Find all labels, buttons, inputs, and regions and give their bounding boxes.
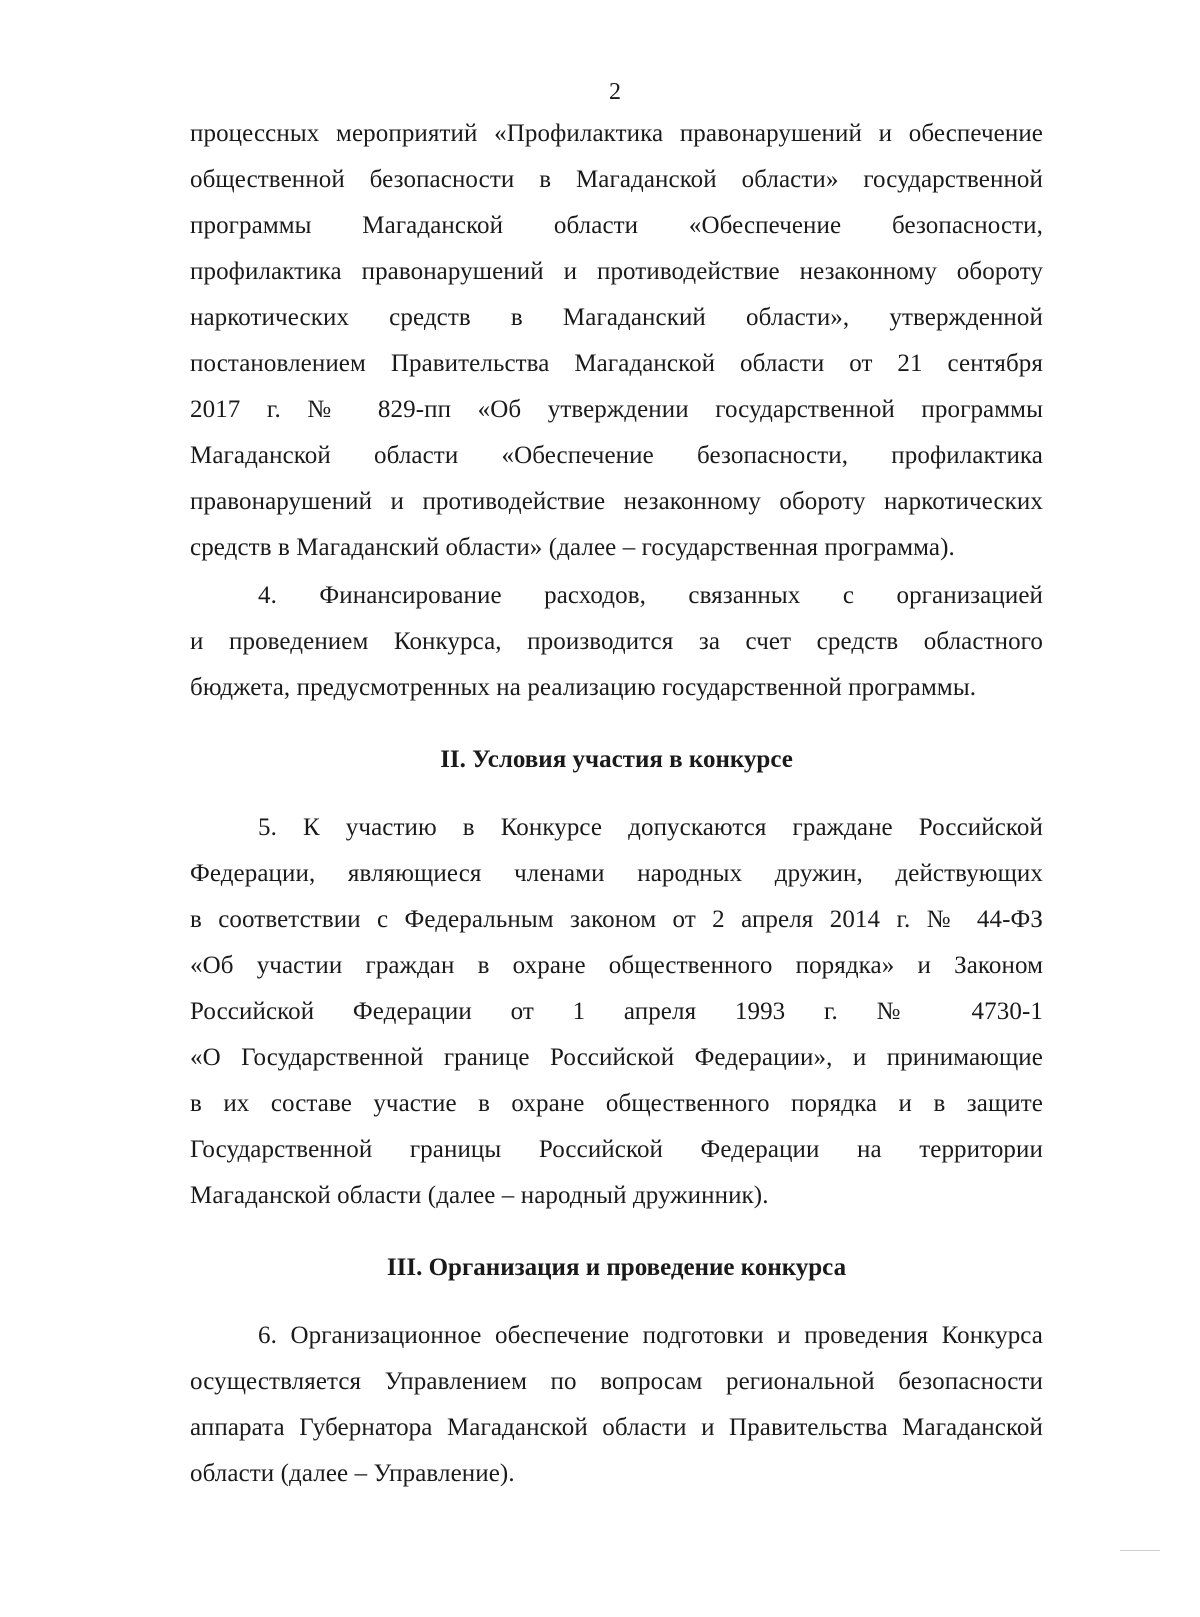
section-heading: II. Условия участия в конкурсе <box>440 746 793 773</box>
paragraph-line: профилактика правонарушений и противодействие незаконному обороту <box>190 258 1043 285</box>
paragraph-line: Магаданской области (далее – народный дружинник). <box>190 1182 769 1209</box>
paragraph-line: осуществляется Управлением по вопросам региональной безопасности <box>190 1368 1043 1395</box>
paragraph-line: и проведением Конкурса, производится за счет средств областного <box>190 628 1043 655</box>
paragraph-line: процессных мероприятий «Профилактика правонарушений и обеспечение <box>190 120 1043 147</box>
paragraph-line: общественной безопасности в Магаданской области» государственной <box>190 166 1043 193</box>
paragraph-line: Российской Федерации от 1 апреля 1993 г. № 4730-1 <box>190 998 1043 1025</box>
paragraph-line: области (далее – Управление). <box>190 1460 515 1487</box>
paragraph-line: средств в Магаданский области» (далее – государственная программа). <box>190 534 955 561</box>
paragraph-line: в соответствии с Федеральным законом от 2 апреля 2014 г. № 44-ФЗ <box>190 906 1043 933</box>
paragraph-line: аппарата Губернатора Магаданской области и Правительства Магаданской <box>190 1414 1043 1441</box>
paragraph-line: наркотических средств в Магаданский области», утвержденной <box>190 304 1043 331</box>
paragraph-line: 6. Организационное обеспечение подготовки и проведения Конкурса <box>258 1322 1043 1349</box>
paragraph-line: бюджета, предусмотренных на реализацию государственной программы. <box>190 674 977 701</box>
paragraph-line: в их составе участие в охране общественного порядка и в защите <box>190 1090 1043 1117</box>
scan-artifact <box>1120 1550 1160 1551</box>
paragraph-line: программы Магаданской области «Обеспечение безопасности, <box>190 212 1043 239</box>
paragraph-line: постановлением Правительства Магаданской области от 21 сентября <box>190 350 1043 377</box>
paragraph-line: 2017 г. № 829-пп «Об утверждении государственной программы <box>190 396 1043 423</box>
paragraph-line: 4. Финансирование расходов, связанных с организацией <box>258 582 1043 609</box>
paragraph-line: Магаданской области «Обеспечение безопасности, профилактика <box>190 442 1043 469</box>
paragraph-line: правонарушений и противодействие незаконному обороту наркотических <box>190 488 1043 515</box>
page-number: 2 <box>609 79 621 105</box>
paragraph-line: 5. К участию в Конкурсе допускаются граждане Российской <box>258 814 1043 841</box>
section-heading: III. Организация и проведение конкурса <box>386 1254 847 1281</box>
paragraph-line: «О Государственной границе Российской Федерации», и принимающие <box>190 1044 1043 1071</box>
paragraph-line: Государственной границы Российской Федерации на территории <box>190 1136 1043 1163</box>
paragraph-line: «Об участии граждан в охране общественного порядка» и Законом <box>190 952 1043 979</box>
paragraph-line: Федерации, являющиеся членами народных дружин, действующих <box>190 860 1043 887</box>
